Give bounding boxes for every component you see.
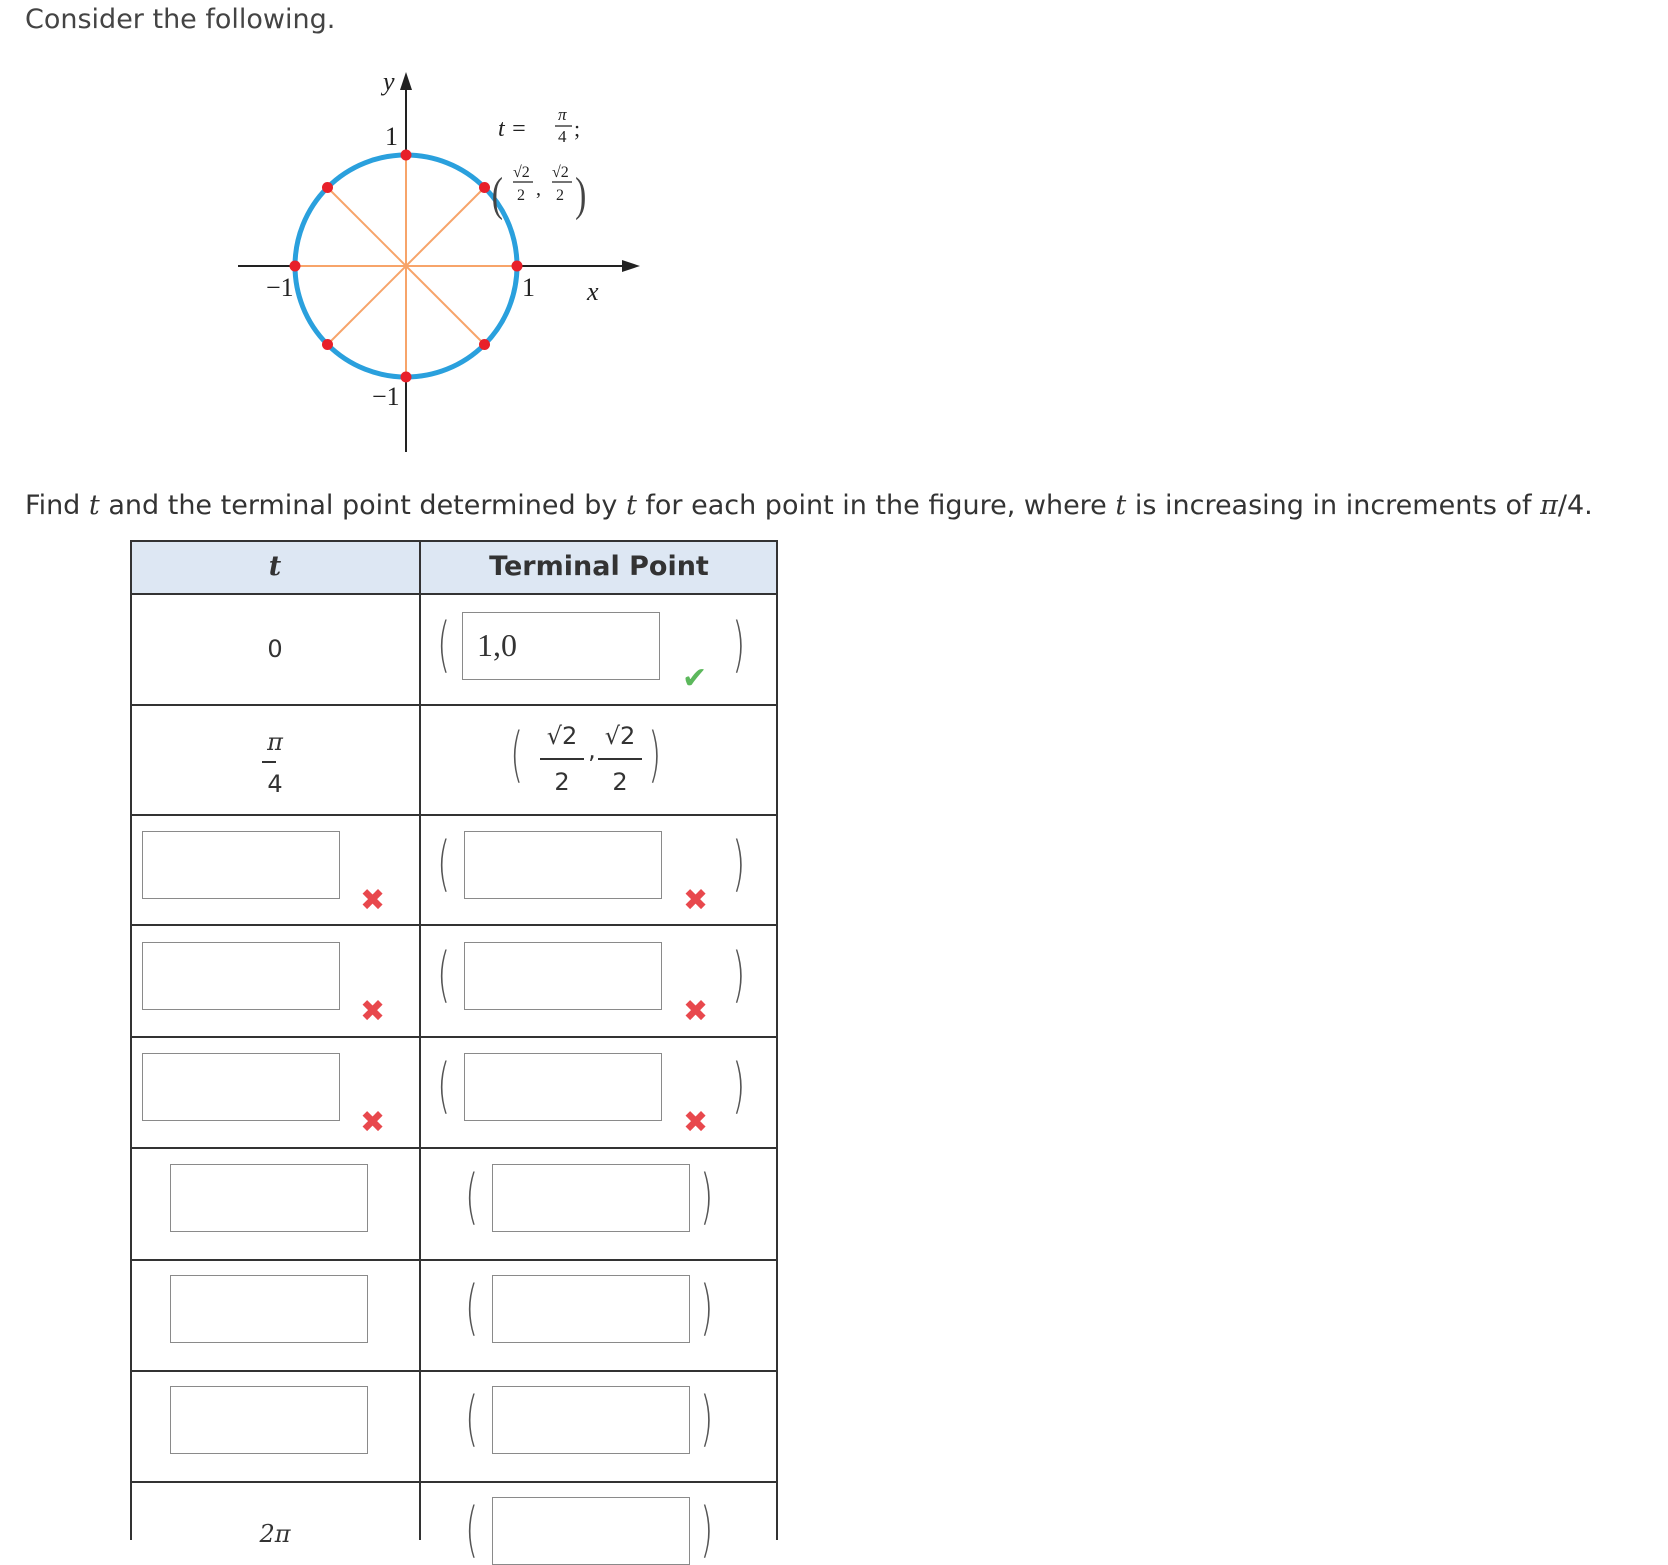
row5-point-input[interactable] xyxy=(492,1164,690,1232)
t-label-den: 4 xyxy=(558,127,567,146)
row7-t-input[interactable] xyxy=(170,1386,368,1454)
row1-point-num-2: √2 xyxy=(604,722,636,750)
row0-point-input[interactable]: 1,0 xyxy=(462,612,660,680)
row8-t-value: 2π xyxy=(259,1520,291,1548)
row5-t-input[interactable] xyxy=(170,1164,368,1232)
row8-paren-open: ( xyxy=(465,1495,479,1565)
row1-point-comma: , xyxy=(588,736,596,764)
table-header xyxy=(130,540,778,593)
row7-paren-open: ( xyxy=(465,1384,479,1454)
tick-y-pos: 1 xyxy=(385,122,398,151)
point-den-1: 2 xyxy=(517,187,525,204)
row6-paren-close: ) xyxy=(700,1273,714,1343)
row3-point-x-icon: ✖ xyxy=(683,994,709,1029)
row4-t-x-icon: ✖ xyxy=(360,1105,386,1140)
row0-check-icon: ✔ xyxy=(682,661,708,696)
unit-circle-figure xyxy=(230,60,650,460)
row2-point-x-icon: ✖ xyxy=(683,883,709,918)
row4-paren-close: ) xyxy=(732,1051,746,1121)
row4-point-x-icon: ✖ xyxy=(683,1105,709,1140)
point-comma: , xyxy=(536,178,541,200)
row3-paren-close: ) xyxy=(732,940,746,1010)
row1-t-den: 4 xyxy=(267,770,283,798)
y-axis-arrow xyxy=(400,72,412,90)
row2-paren-close: ) xyxy=(732,829,746,899)
row1-paren-close: ) xyxy=(648,720,662,790)
row3-point-input[interactable] xyxy=(464,942,662,1010)
row2-paren-open: ( xyxy=(437,829,451,899)
row3-t-x-icon: ✖ xyxy=(360,994,386,1029)
row8-paren-close: ) xyxy=(700,1495,714,1565)
row0-paren-open: ( xyxy=(437,610,451,680)
row3-paren-open: ( xyxy=(437,940,451,1010)
row6-paren-open: ( xyxy=(465,1273,479,1343)
row5-paren-close: ) xyxy=(700,1162,714,1232)
row8-point-input[interactable] xyxy=(492,1497,690,1565)
point-paren-open: ( xyxy=(491,167,503,221)
row7-paren-close: ) xyxy=(700,1384,714,1454)
row2-t-x-icon: ✖ xyxy=(360,883,386,918)
header-t: t xyxy=(268,551,282,582)
x-axis-label: x xyxy=(587,277,599,306)
row1-point-num-1: √2 xyxy=(546,722,578,750)
header-terminal-point: Terminal Point xyxy=(489,551,709,582)
row2-point-input[interactable] xyxy=(464,831,662,899)
point-num-1: √2 xyxy=(513,164,530,181)
y-axis-label: y xyxy=(383,67,395,96)
row6-t-input[interactable] xyxy=(170,1275,368,1343)
t-label: t = xyxy=(498,116,527,142)
answer-table xyxy=(130,540,778,1565)
t-label-semi: ; xyxy=(574,116,581,141)
row1-point-den-2: 2 xyxy=(612,768,628,796)
row7-point-input[interactable] xyxy=(492,1386,690,1454)
instruction-text: Find t and the terminal point determined by t for each point in the figure, where t is increasing in increments of π/4. xyxy=(25,490,1593,521)
row2-t-input[interactable] xyxy=(142,831,340,899)
intro-text: Consider the following. xyxy=(25,4,336,35)
point-den-2: 2 xyxy=(556,187,564,204)
row4-point-input[interactable] xyxy=(464,1053,662,1121)
row0-paren-close: ) xyxy=(732,610,746,680)
x-axis-arrow xyxy=(622,260,640,272)
tick-x-neg: −1 xyxy=(266,273,294,302)
row3-t-input[interactable] xyxy=(142,942,340,1010)
row6-point-input[interactable] xyxy=(492,1275,690,1343)
row5-paren-open: ( xyxy=(465,1162,479,1232)
row1-paren-open: ( xyxy=(510,720,524,790)
row1-t-num: π xyxy=(267,728,283,756)
point-paren-close: ) xyxy=(575,167,587,221)
row1-point-den-1: 2 xyxy=(554,768,570,796)
row4-paren-open: ( xyxy=(437,1051,451,1121)
tick-y-neg: −1 xyxy=(372,382,400,411)
point-num-2: √2 xyxy=(552,164,569,181)
tick-x-pos: 1 xyxy=(522,273,535,302)
row4-t-input[interactable] xyxy=(142,1053,340,1121)
row0-t-value: 0 xyxy=(267,635,283,663)
t-label-num: π xyxy=(558,105,567,124)
